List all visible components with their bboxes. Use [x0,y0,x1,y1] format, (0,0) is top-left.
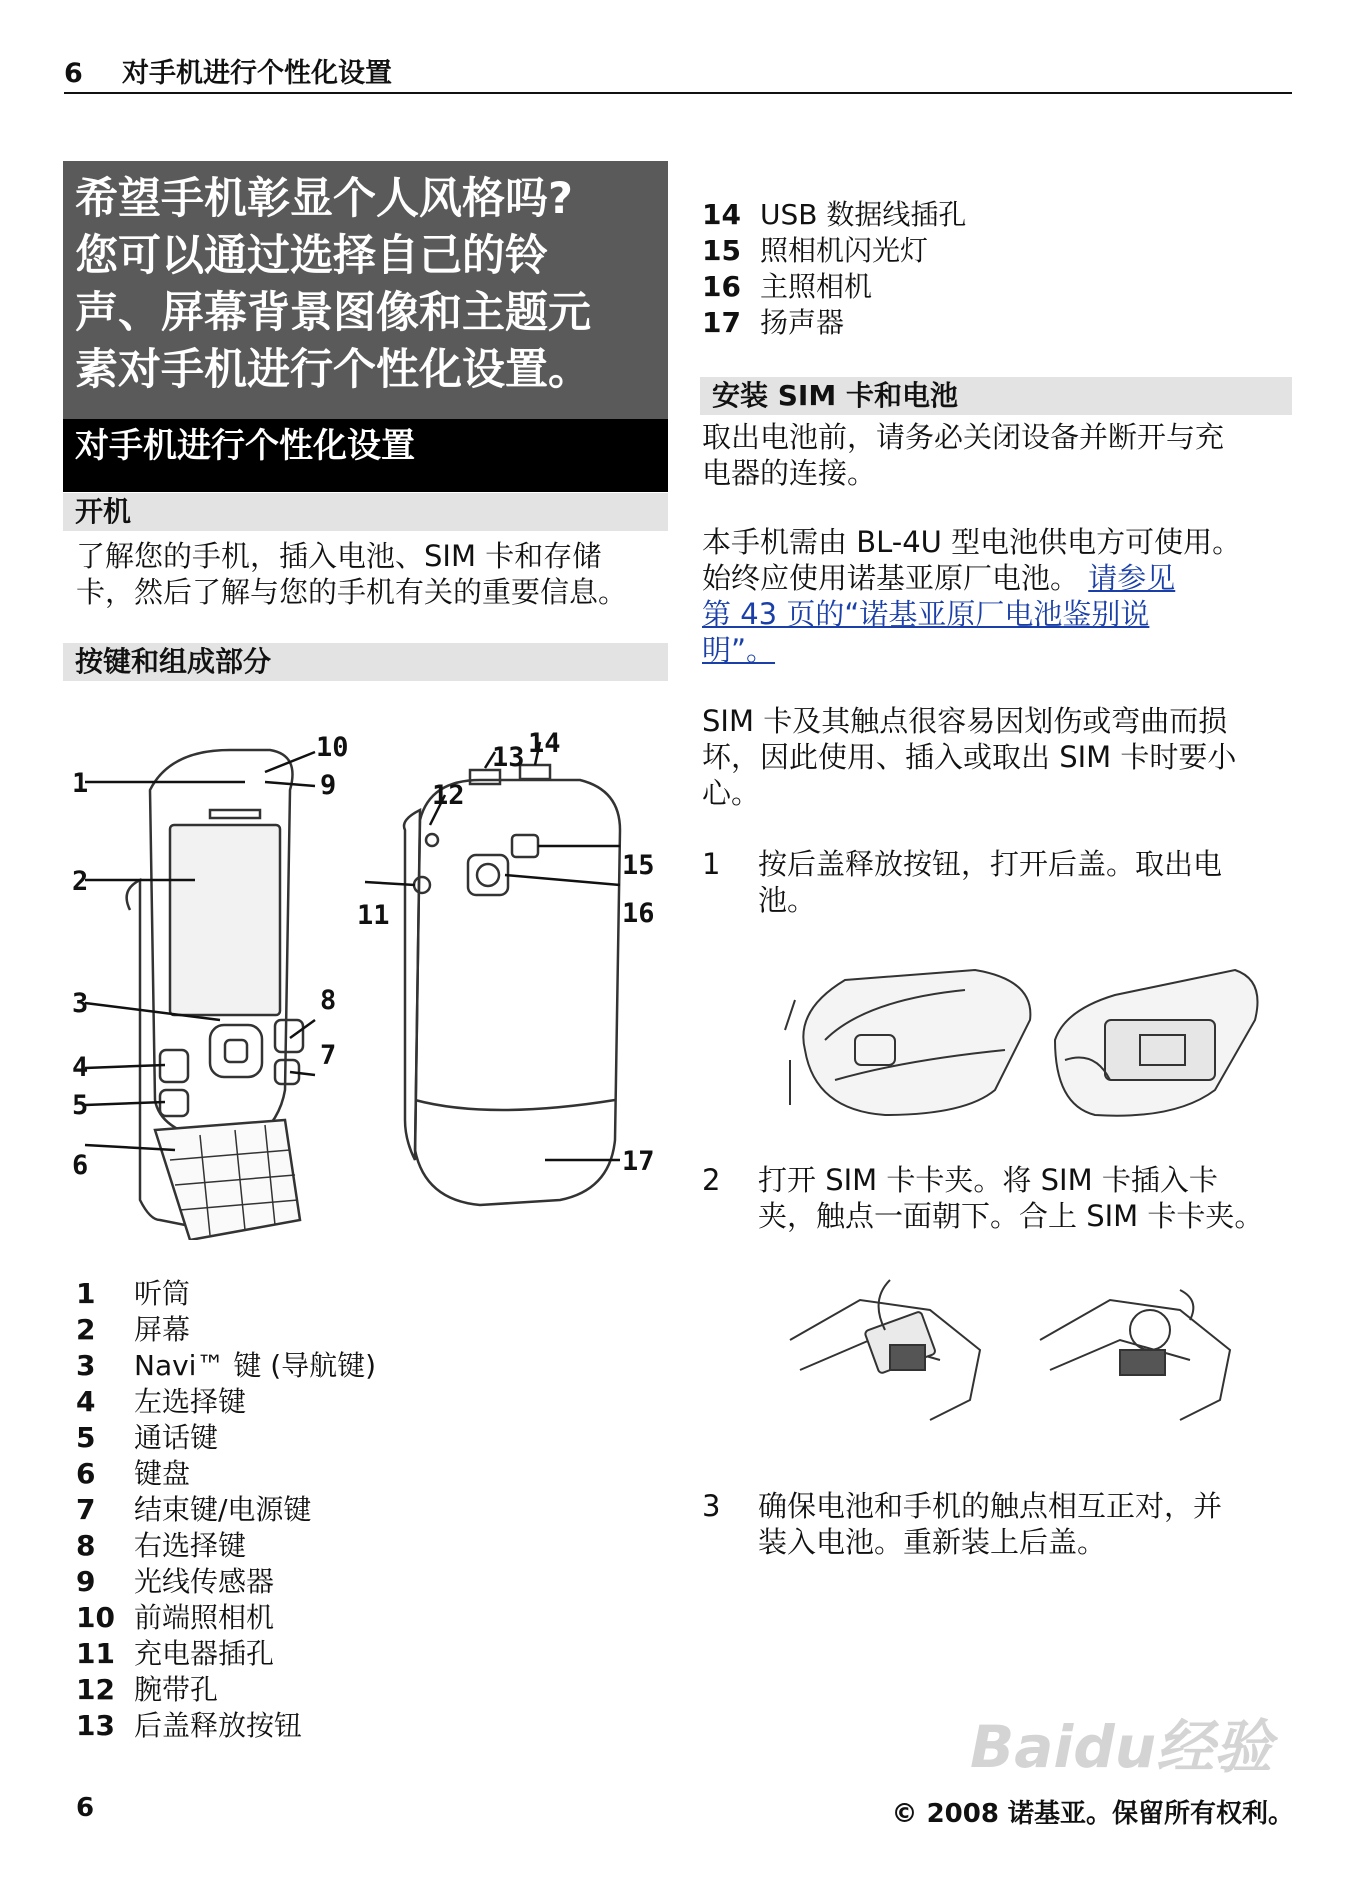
footer-page-number: 6 [76,1793,95,1823]
figure-label: 11 [357,900,390,931]
battery-paragraph: 本手机需由 BL-4U 型电池供电方可使用。 始终应使用诺基亚原厂电池。 请参见 第 43 页的“诺基亚原厂电池鉴别说 明”。 [702,524,1292,668]
legend-item: 17 扬声器 [702,306,845,339]
figure-label: 12 [432,780,465,811]
step-2: 2 打开 SIM 卡卡夹。将 SIM 卡插入卡 夹，触点一面朝下。合上 SIM 卡卡夹。 [702,1163,1264,1233]
figure-label: 15 [622,850,655,881]
banner-line: 您可以通过选择自己的铃 [75,231,548,281]
legend-item: 8 右选择键 [76,1529,247,1562]
legend-item: 6 键盘 [76,1457,191,1490]
figure-label: 17 [622,1146,655,1177]
section-heading-power-on: 开机 [63,493,668,531]
text-line: 卡，然后了解与您的手机有关的重要信息。 [76,575,628,609]
header-page-number: 6 [64,58,83,89]
battery-reference-link-end[interactable]: 明”。 [702,633,776,667]
header-title: 对手机进行个性化设置 [122,58,392,89]
figure-label: 2 [72,866,89,897]
figure-label: 3 [72,988,89,1019]
banner-line: 素对手机进行个性化设置。 [75,345,591,395]
phone-screen [170,825,280,1015]
section-heading-sim: 安装 SIM 卡和电池 [700,377,1292,415]
sim-intro-paragraph: 取出电池前，请务必关闭设备并断开与充 电器的连接。 [702,420,1225,490]
legend-item: 16 主照相机 [702,270,873,303]
legend-item: 3 Navi™ 键 (导航键) [76,1349,377,1382]
remove-cover-illustration [765,940,1275,1140]
figure-label: 5 [72,1090,89,1121]
legend-item: 5 通话键 [76,1421,219,1454]
legend-item: 13 后盖释放按钮 [76,1709,303,1742]
figure-label: 10 [316,732,349,763]
figure-label: 13 [492,742,525,773]
legend-item: 11 充电器插孔 [76,1637,275,1670]
banner-line: 声、屏幕背景图像和主题元 [75,288,591,338]
legend-item: 15 照相机闪光灯 [702,234,929,267]
banner-line: 希望手机彰显个人风格吗? [75,174,573,224]
figure-label: 4 [72,1052,89,1083]
parts-legend-right [702,197,1262,341]
chapter-title: 对手机进行个性化设置 [63,419,668,492]
sim-caution-paragraph: SIM 卡及其触点很容易因划伤或弯曲而损 坏，因此使用、插入或取出 SIM 卡时要小 心。 [702,704,1237,810]
legend-item: 12 腕带孔 [76,1673,219,1706]
phone-parts-figure [60,720,670,1240]
figure-label: 14 [528,728,561,759]
step-1: 1 按后盖释放按钮，打开后盖。取出电 池。 [702,847,1223,917]
footer-copyright: © 2008 诺基亚。保留所有权利。 [891,1799,1294,1829]
figure-label: 6 [72,1150,89,1181]
battery-reference-link[interactable]: 请参见 [1088,561,1176,595]
watermark-logo: Baidu经验 [970,1713,1273,1781]
running-header [64,56,1292,94]
legend-item: 2 屏幕 [76,1313,191,1346]
figure-label: 8 [320,985,337,1016]
legend-item: 7 结束键/电源键 [76,1493,312,1526]
legend-item: 10 前端照相机 [76,1601,275,1634]
step-3: 3 确保电池和手机的触点相互正对，并 装入电池。重新装上后盖。 [702,1489,1223,1559]
figure-label: 16 [622,898,655,929]
figure-label: 9 [320,770,337,801]
phone-back-body [415,780,620,1205]
intro-banner [63,161,668,419]
battery-reference-link-cont[interactable]: 第 43 页的“诺基亚原厂电池鉴别说 [702,597,1150,631]
legend-item: 4 左选择键 [76,1385,247,1418]
legend-item: 9 光线传感器 [76,1565,275,1598]
power-on-paragraph [76,538,676,610]
legend-item: 14 USB 数据线插孔 [702,198,967,231]
text-line: 了解您的手机，插入电池、SIM 卡和存储 [76,539,602,573]
insert-sim-illustration [780,1260,1260,1430]
legend-item: 1 听筒 [76,1277,191,1310]
figure-label: 7 [320,1040,337,1071]
figure-label: 1 [72,768,89,799]
section-heading-keys: 按键和组成部分 [63,643,668,681]
parts-legend-left [76,1276,636,1744]
